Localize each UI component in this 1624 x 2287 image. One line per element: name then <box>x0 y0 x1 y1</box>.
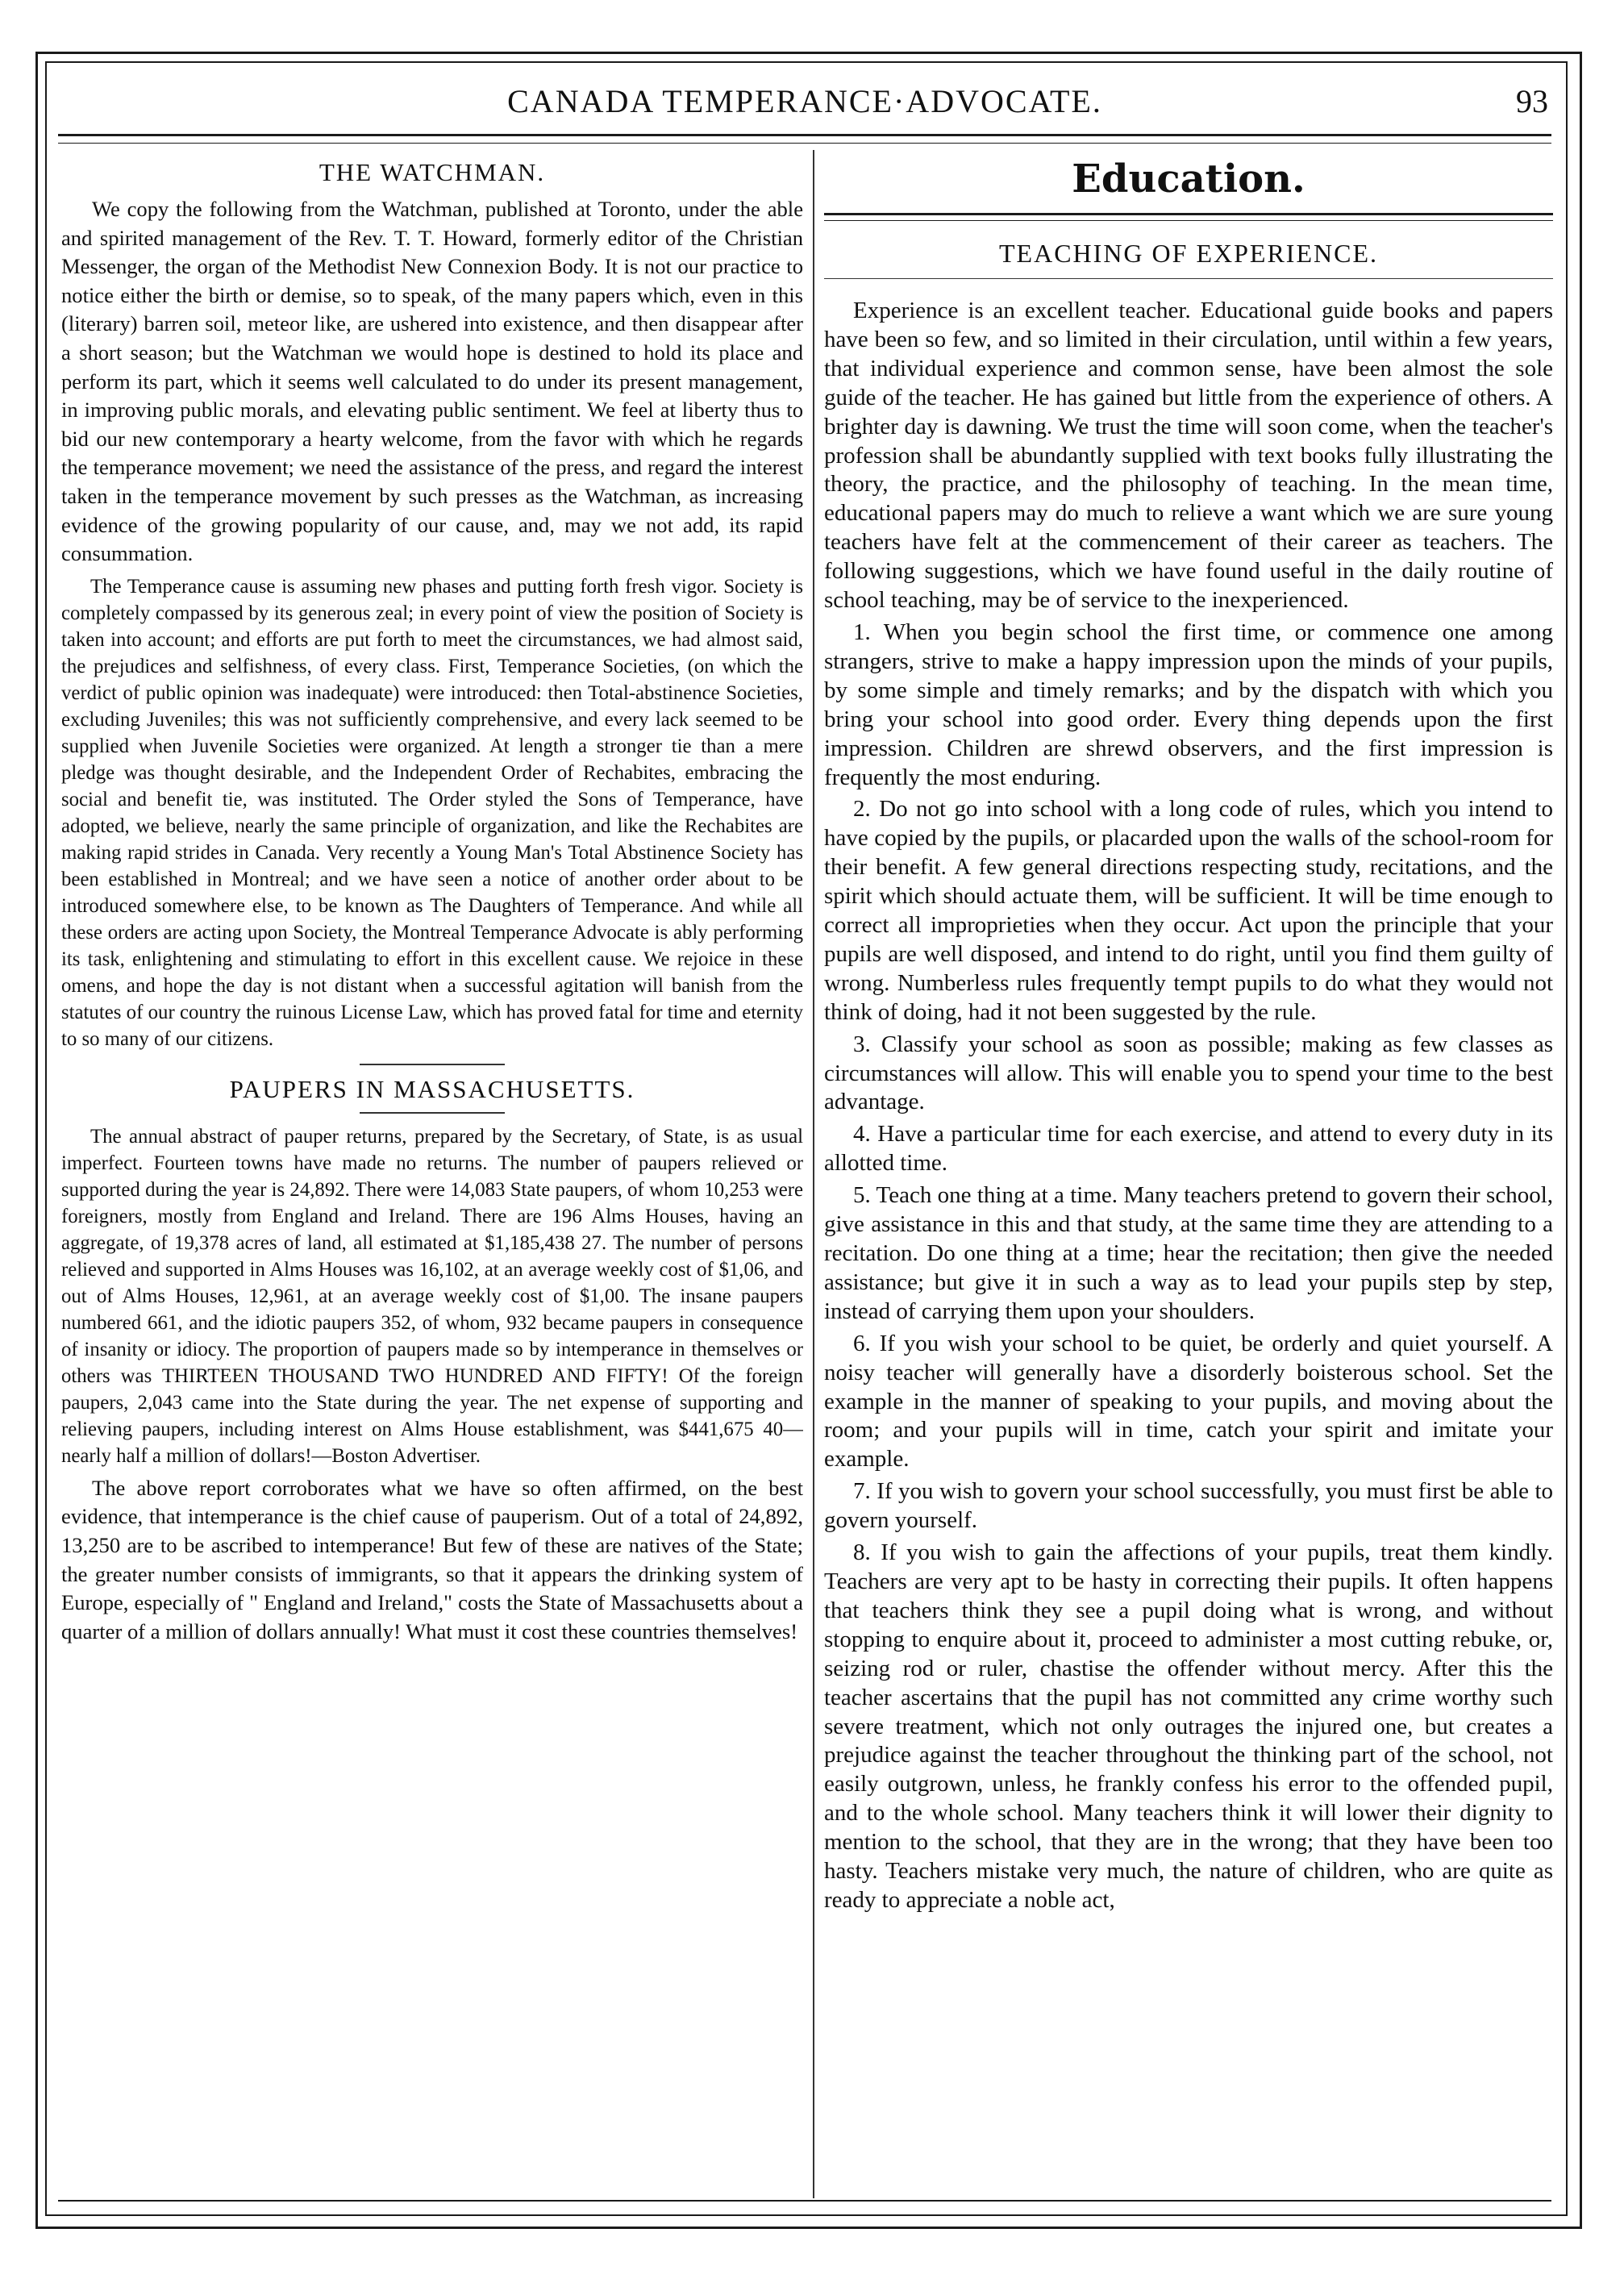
article-title: TEACHING OF EXPERIENCE. <box>999 239 1378 268</box>
section-rule <box>824 213 1553 221</box>
rule-item-5: 5. Teach one thing at a time. Many teachers pretend to govern their school, give assistance in this and that study, at the same time they are attending to a recitation. Do one thing at a time; hear the recitation; then give the needed assistance; but give it in such a way as to lead your pupils step by step, instead of carrying them upon your shoulders. <box>824 1182 1553 1324</box>
rule-item-1: 1. When you begin school the first time, or commence one among strangers, strive to make a happy impression upon the minds of your pupils, by some simple and timely remarks; and by the dispatch with which you bring your school into good order. Every thing depends upon the first impression. Children are shrewd observers, and the first impression is frequently the most enduring. <box>824 619 1553 790</box>
page-number: 93 <box>1516 83 1548 119</box>
article-paragraph: The annual abstract of pauper returns, prepared by the Secretary, of State, is as usual imperfect. Fourteen towns have made no returns. The number of paupers relieved or supported during the year is 24,892. There were 14,083 State paupers, of whom 10,253 were foreigners, mostly from England and Ireland. There are 196 Alms Houses, having an aggregate, of 19,378 acres of land, all estimated at $1,185,438 27. The number of persons relieved and supported in Alms Houses was 16,102, at an average weekly cost of $1,06, and out of Alms Houses, 12,961, at an average weekly cost of $1,00. The insane paupers numbered 661, and the idiotic paupers 352, of whom, 932 became paupers in consequence of insanity or idiocy. The proportion of paupers made so by intemperance in themselves or others was THIRTEEN THOUSAND TWO HUNDRED AND FIFTY! Of the foreign paupers, 2,043 came into the State during the year. The net expense of supporting and relieving paupers, including interest on Alms House establishment, was $441,675 40—nearly half a million of dollars!—Boston Advertiser. <box>61 1125 803 1467</box>
article-paragraph: The Temperance cause is assuming new phases and putting forth fresh vigor. Society is completely compassed by its generous zeal; in every point of view the position of Society is taken into account; and efforts are put forth to meet the circumstances, we had almost said, the prejudices and selfishness, of every class. First, Temperance Societies, (on which the verdict of public opinion was inadequate) were introduced: then Total-abstinence Societies, excluding Juveniles; this was not sufficiently comprehensive, and every lack seemed to be supplied when Juvenile Societies were organized. At length a stronger tie than a mere pledge was thought desirable, and the Independent Order of Rechabites, embracing the social and benefit tie, was instituted. The Order styled the Sons of Temperance, have adopted, we believe, nearly the same principle of organization, and like the Rechabites are making rapid strides in Canada. Very recently a Young Man's Total Abstinence Society has been established in Montreal; and we have seen a notice of another order about to be introduced somewhere else, to be known as The Daughters of Temperance. And while all these orders are acting upon Society, the Montreal Temperance Advocate is ably performing its task, enlightening and stimulating to effort in this excellent cause. We rejoice in these omens, and hope the day is not distant when a successful agitation will banish from the statutes of our country the ruinous License Law, which has proved fatal for time and eternity to so many of our citizens. <box>61 575 803 1050</box>
rule-item-6: 6. If you wish your school to be quiet, be orderly and quiet yourself. A noisy teacher will generally have a disorderly boisterous school. Set the example in the manner of speaking to your pupils, and moving about the room; and your pupils will in time, catch your spirit and imitate your example. <box>824 1330 1553 1473</box>
rule-item-8: 8. If you wish to gain the affections of your pupils, treat them kindly. Teachers are very apt to be hasty in correcting their pupils. It often happens that teachers think they see a pupil doing what is wrong, and without stopping to enquire about it, proceed to administer a most cutting rebuke, or, seizing rod or ruler, chastise the offender without mercy. After this the teacher ascertains that the pupil has not committed any crime worthy such severe treatment, which not only outrages the injured one, but creates a prejudice against the teacher throughout the thinking part of the school, not easily outgrown, unless, he frankly confess his error to the offended pupil, and to the whole school. Many teachers think it will lower their dignity to mention to the school, that they are in the wrong; that they have been too hasty. Teachers mistake very much, the nature of children, who are quite as ready to appreciate a noble act, <box>824 1539 1553 1913</box>
article-title: PAUPERS IN MASSACHUSETTS. <box>229 1074 635 1103</box>
header-rule <box>58 134 1551 144</box>
right-column <box>824 150 1553 2198</box>
column-divider <box>813 150 814 2198</box>
title-underline <box>360 1112 505 1114</box>
article-paupers <box>61 1075 803 1647</box>
section-divider <box>360 1064 505 1065</box>
article-paragraph: The above report corroborates what we have so often affirmed, on the best evidence, that intemperance is the chief cause of pauperism. Out of a total of 24,892, 13,250 are to be ascribed to intemperance! But few of these are natives of the State; the greater number consists of immigrants, so that it appears the drinking system of Europe, especially of " England and Ireland," costs the State of Massachusetts about a quarter of a million of dollars annually! What must it cost these countries themselves! <box>61 1475 803 1643</box>
section-heading: Education. <box>1072 156 1305 202</box>
article-paragraph: Experience is an excellent teacher. Educational guide books and papers have been so few, and so limited in their circulation, until within a few years, that individual experience and common sense, have been almost the sole guide of the teacher. He has gained but little from the experience of others. A brighter day is dawning. We trust the time will soon come, when the teacher's profession shall be abundantly supplied with text books fully illustrating the theory, the practice, and the philosophy of teaching. In the mean time, educational papers may do much to relieve a want which we are sure young teachers have felt at the commencement of their career as teachers. The following suggestions, which we have found useful in the daily routine of school teaching, may be of service to the inexperienced. <box>824 298 1553 614</box>
rule-item-7: 7. If you wish to govern your school successfully, you must first be able to govern yourself. <box>824 1478 1553 1534</box>
left-column <box>61 150 803 2198</box>
rule-item-2: 2. Do not go into school with a long code of rules, which you intend to have copied by the pupils, or placarded upon the walls of the school-room for their benefit. A few general directions respecting study, recitations, and the spirit which should actuate them, will be sufficient. It will be time enough to correct all improprieties when they occur. Act upon the principle that your pupils are well disposed, and intend to do right, until you find them guilty of wrong. Numberless rules frequently tempt pupils to do what they would not think of doing, had it not been suggested by the rule. <box>824 796 1553 1025</box>
title-underline <box>824 278 1553 279</box>
rule-item-4: 4. Have a particular time for each exercise, and attend to every duty in its allotted time. <box>824 1121 1553 1177</box>
article-title: THE WATCHMAN. <box>319 158 546 186</box>
article-paragraph: We copy the following from the Watchman, published at Toronto, under the able and spirited management of the Rev. T. T. Howard, formerly editor of the Christian Messenger, the organ of the Methodist New Connexion Body. It is not our practice to notice either the birth or demise, so to speak, of the many papers which, even in this (literary) barren soil, meteor like, are ushered into existence, and then disappear after a short season; but the Watchman we would hope is destined to hold its place and perform its part, which it seems well calculated to do under its present management, in improving public morals, and elevating public sentiment. We feel at liberty thus to bid our new contemporary a hearty welcome, from the favor with which he regards the temperance movement; we need the assistance of the press, and regard the interest taken in the temperance movement by such presses as the Watchman, as increasing evidence of the growing popularity of our cause, and, may we not add, its rapid consummation. <box>61 197 803 566</box>
publication-title: CANADA TEMPERANCE·ADVOCATE. <box>507 83 1102 119</box>
rule-item-3: 3. Classify your school as soon as possible; making as few classes as circumstances will allow. This will enable you to spend your time to the best advantage. <box>824 1031 1553 1115</box>
running-header <box>58 76 1551 132</box>
article-watchman <box>61 158 803 1052</box>
footer-rule <box>58 2200 1551 2206</box>
